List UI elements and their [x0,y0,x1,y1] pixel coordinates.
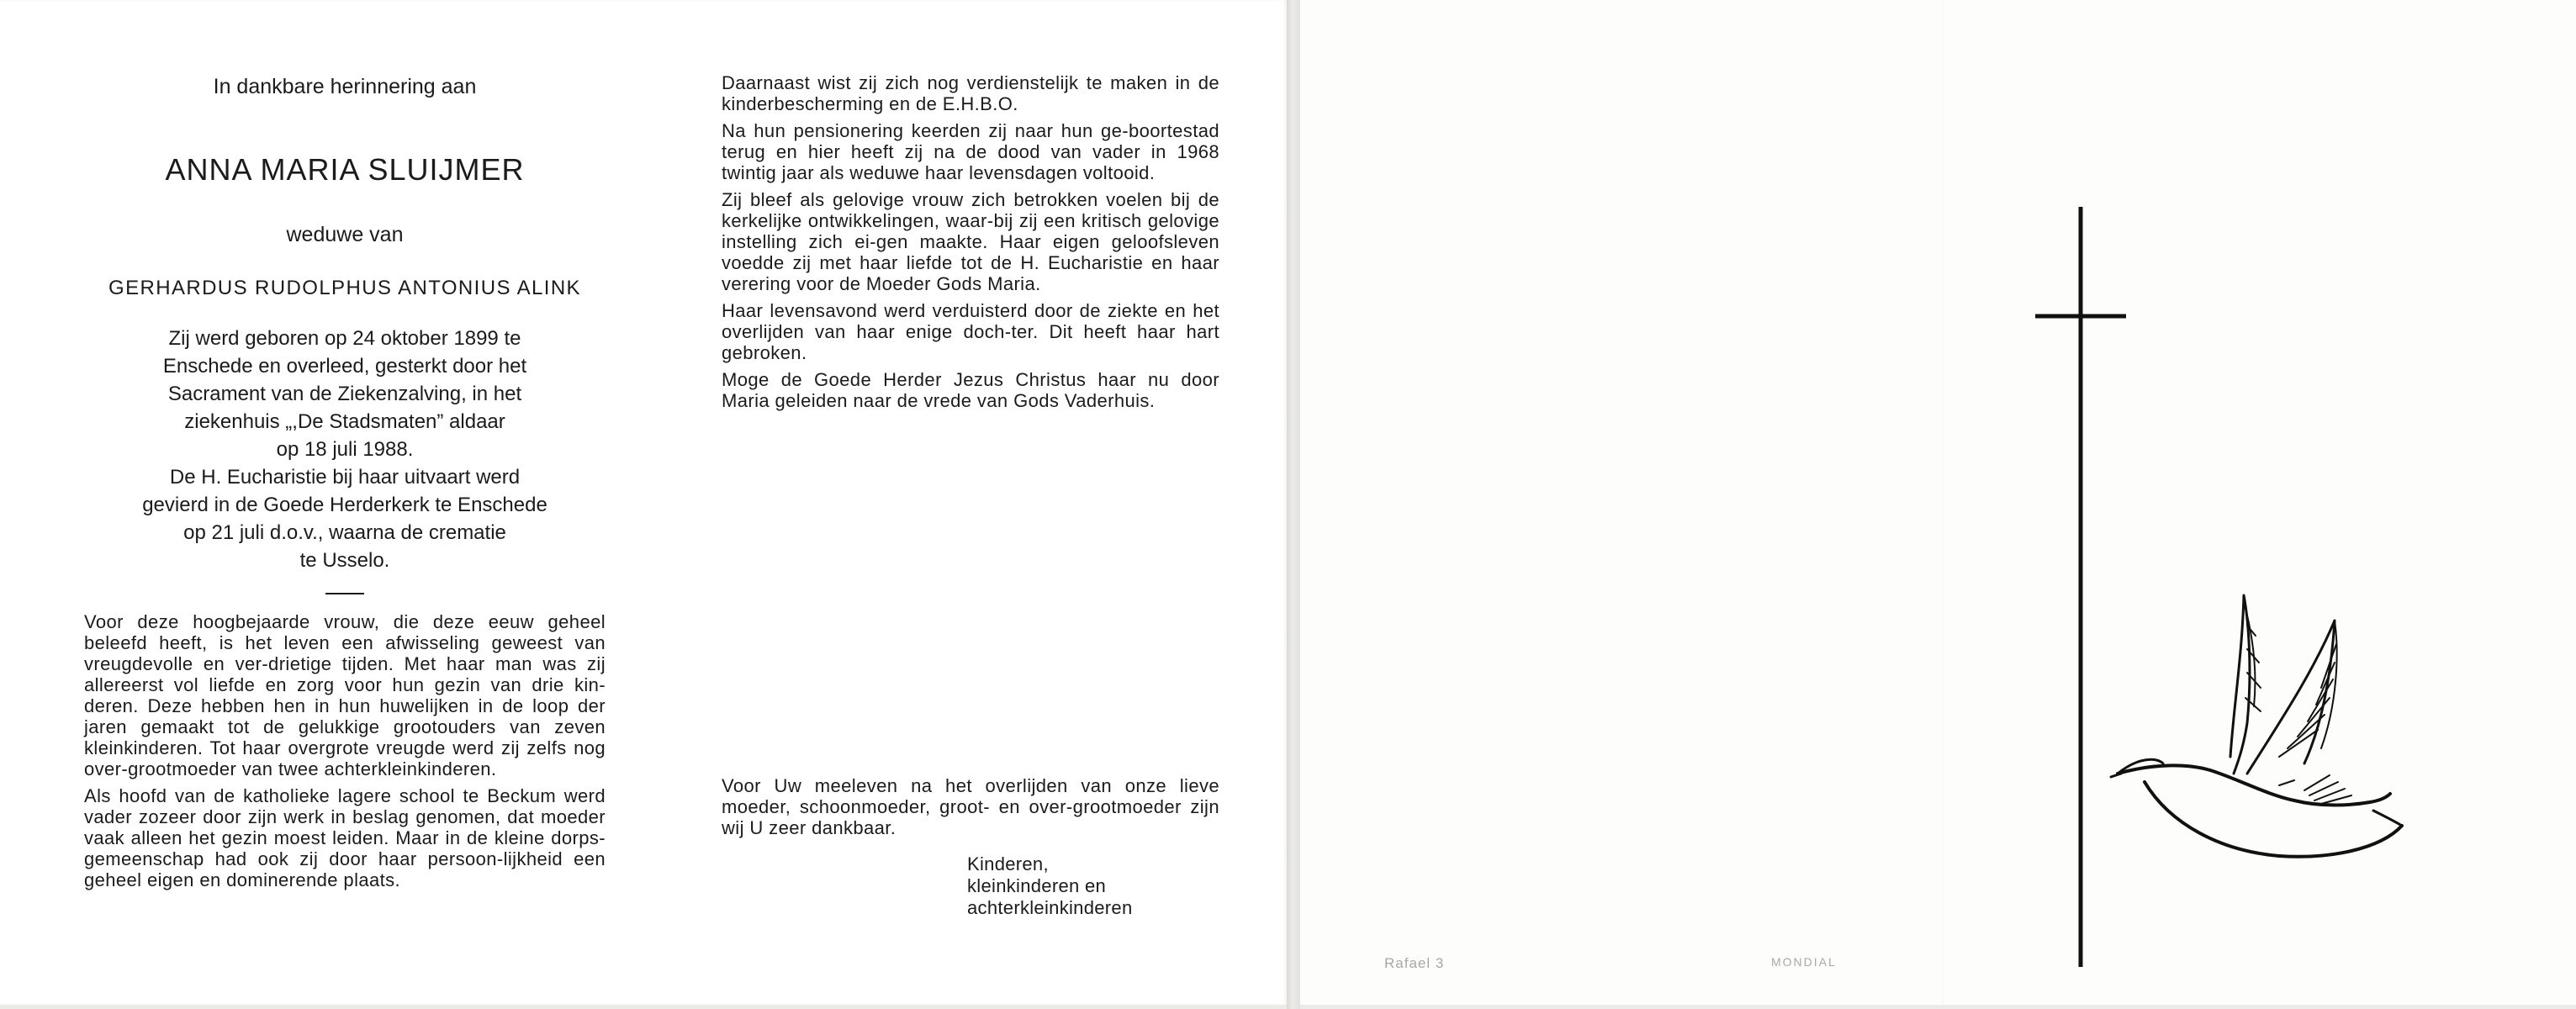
inner-spread-page [0,0,1287,1005]
widow-of-label: weduwe van [286,223,404,246]
signature-line: achterkleinkinderen [967,897,1133,918]
signature-line: Kinderen, [967,853,1049,874]
husband-name: GERHARDUS RUDOLPHUS ANTONIUS ALINK [108,277,581,299]
biography-paragraph: Haar levensavond werd verduisterd door de ziekte en het overlijden van haar enige doch-ter. Dit heeft haar hart gebroken. [722,300,1219,363]
cross-icon [2035,207,2126,967]
birth-death-details [84,325,606,463]
biography-right [722,72,1219,411]
biography-paragraph: Voor deze hoogbejaarde vrouw, die deze eeuw geheel beleefd heeft, is het leven een afwisseling geweest van vreugdevolle en ver-drietige tijden. Met haar man was zij allereerst vol liefde en zorg voor hun gezin van drie kin-deren. Deze hebben hen in hun huwelijken in de loop der jaren gemaakt tot de gelukkige grootouders van zeven kleinkinderen. Tot haar overgrote vreugde werd zij zelfs nog over-grootmoeder van twee achterkleinkinderen. [84,611,606,779]
card-series-imprint: MONDIAL [1771,955,1837,969]
deceased-name: ANNA MARIA SLUIJMER [165,152,525,187]
funeral-line: op 21 juli d.o.v., waarna de crematie [183,521,506,544]
thanks-block [722,775,1219,919]
biography-left [84,611,606,890]
biography-paragraph: Daarnaast wist zij zich nog verdienstelijk te maken in de kinderbescherming en de E.H.B.O. [722,72,1219,114]
memorial-header-column [84,74,606,890]
cross-and-dove-illustration [2027,202,2414,975]
page-gap [1287,0,1300,1009]
biography-paragraph: Zij bleef als gelovige vrouw zich betrokken voelen bij de kerkelijke ontwikkelingen, waar-bij zij een kritisch gelovige instelling zich ei-gen maakte. Haar eigen geloofsleven voedde zij met haar liefde tot de H. Eucharistie en haar verering voor de Moeder Gods Maria. [722,189,1219,294]
bio-line: Sacrament van de Ziekenzalving, in het [167,383,522,405]
signature-line: kleinkinderen en [967,875,1107,896]
biography-right-column [722,72,1219,411]
intro-line: In dankbare herinnering aan [213,75,477,98]
biography-paragraph: Moge de Goede Herder Jezus Christus haar nu door Maria geleiden naar de vrede van Gods Vaderhuis. [722,369,1219,411]
bio-line: op 18 juli 1988. [276,438,414,461]
biography-paragraph: Na hun pensionering keerden zij naar hun ge-boortestad terug en hier heeft zij na de dood van vader in 1968 twintig jaar als weduwe haar levensdagen voltooid. [722,120,1219,183]
funeral-line: De H. Eucharistie bij haar uitvaart werd [169,466,521,489]
funeral-line: te Usselo. [299,549,390,572]
bio-line: Zij werd geboren op 24 oktober 1899 te [168,327,521,350]
signature [967,853,1219,919]
card-fold-line [1943,0,1944,1005]
biography-paragraph: Als hoofd van de katholieke lagere school te Beckum werd vader zozeer door zijn werk in beslag genomen, dat moeder vaak alleen het gezin moest leiden. Maar in de kleine dorps-gemeenschap had ook zij door haar persoon-lijkheid een geheel eigen en dominerende plaats. [84,785,606,890]
printer-imprint: Rafael 3 [1384,955,1445,971]
funeral-line: gevierd in de Goede Herderkerk te Enschede [142,494,547,516]
section-divider [325,593,364,594]
funeral-details [84,463,606,574]
thanks-text: Voor Uw meeleven na het overlijden van onze lieve moeder, schoonmoeder, groot- en over-grootmoeder zijn wij U zeer dankbaar. [722,775,1219,838]
bio-line: ziekenhuis „,De Stadsmaten” aldaar [184,410,505,433]
bio-line: Enschede en overleed, gesterkt door het [162,355,527,378]
dove-icon [2111,595,2402,857]
